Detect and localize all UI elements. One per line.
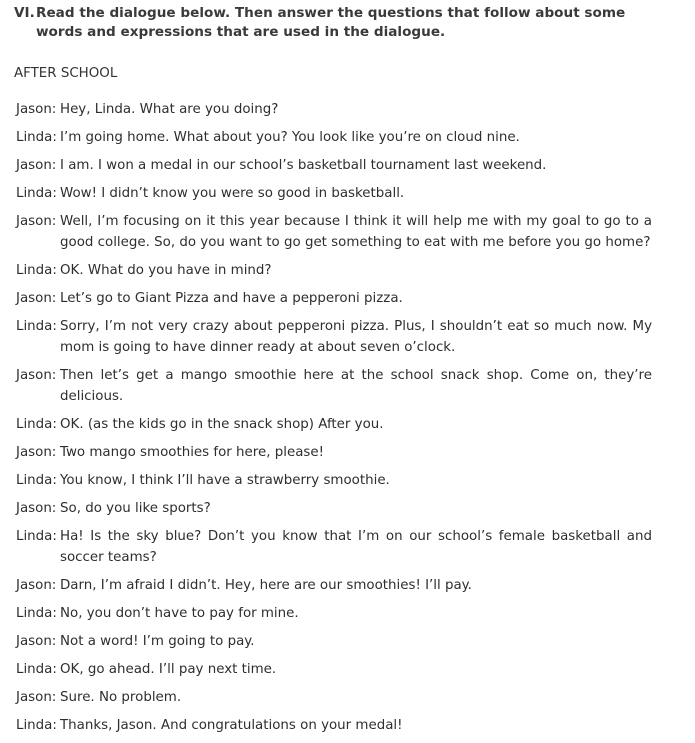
speech-text: Sure. No problem. [60,690,182,705]
dialogue-line [16,659,652,680]
dialogue-line [16,127,652,148]
dialogue-list [16,99,652,743]
speech-text: Hey, Linda. What are you doing? [60,102,279,117]
dialogue-title: AFTER SCHOOL [14,66,118,81]
speech-text: OK. What do you have in mind? [60,263,272,278]
speaker-name: Jason: [16,578,57,593]
dialogue-line [16,631,652,652]
dialogue-line [16,99,652,120]
speaker-name: Jason: [16,214,57,229]
speech-text: I am. I won a medal in our school’s basketball tournament last weekend. [60,158,547,173]
speech-text: Ha! Is the sky blue? Don’t you know that I’m on our school’s female basketball and soccer teams? [60,529,652,565]
speaker-name: Jason: [16,445,57,460]
speaker-name: Jason: [16,102,57,117]
speaker-name: Linda: [16,130,57,145]
dialogue-line [16,526,652,568]
speaker-name: Jason: [16,368,57,383]
dialogue-line [16,414,652,435]
speech-text: OK, go ahead. I’ll pay next time. [60,662,277,677]
dialogue-line [16,687,652,708]
speaker-name: Jason: [16,690,57,705]
speaker-name: Linda: [16,473,57,488]
dialogue-line [16,442,652,463]
speaker-name: Linda: [16,718,57,733]
speech-text: Let’s go to Giant Pizza and have a pepperoni pizza. [60,291,403,306]
speech-text: So, do you like sports? [60,501,211,516]
speaker-name: Jason: [16,634,57,649]
dialogue-line [16,316,652,358]
dialogue-line [16,470,652,491]
speaker-name: Linda: [16,662,57,677]
dialogue-line [16,365,652,407]
speech-text: I’m going home. What about you? You look like you’re on cloud nine. [60,130,520,145]
dialogue-line [16,498,652,519]
dialogue-line [16,183,652,204]
dialogue-line [16,603,652,624]
speech-text: No, you don’t have to pay for mine. [60,606,299,621]
speaker-name: Linda: [16,529,57,544]
section-instruction: Read the dialogue below. Then answer the questions that follow about some words and expressions that are used in the dialogue. [36,5,626,40]
speaker-name: Linda: [16,606,57,621]
speaker-name: Linda: [16,319,57,334]
speaker-name: Jason: [16,501,57,516]
speech-text: Wow! I didn’t know you were so good in basketball. [60,186,405,201]
speech-text: Well, I’m focusing on it this year because I think it will help me with my goal to go to a good college. So, do you want to go get something to eat with me before you go home? [60,214,652,250]
dialogue-line [16,575,652,596]
dialogue-line [16,715,652,736]
speaker-name: Linda: [16,186,57,201]
speech-text: Thanks, Jason. And congratulations on your medal! [60,718,403,733]
speech-text: Darn, I’m afraid I didn’t. Hey, here are our smoothies! I’ll pay. [60,578,472,593]
speech-text: Sorry, I’m not very crazy about pepperoni pizza. Plus, I shouldn’t eat so much now. My mom is going to have dinner ready at about seven o’clock. [60,319,652,355]
section-number: VI. [14,5,35,21]
dialogue-line [16,260,652,281]
speech-text: Two mango smoothies for here, please! [60,445,324,460]
speech-text: Not a word! I’m going to pay. [60,634,255,649]
speaker-name: Jason: [16,291,57,306]
dialogue-line [16,155,652,176]
speech-text: You know, I think I’ll have a strawberry smoothie. [60,473,390,488]
dialogue-line [16,288,652,309]
speaker-name: Jason: [16,158,57,173]
speech-text: OK. (as the kids go in the snack shop) After you. [60,417,384,432]
section-heading [14,4,674,42]
speaker-name: Linda: [16,263,57,278]
speaker-name: Linda: [16,417,57,432]
speech-text: Then let’s get a mango smoothie here at the school snack shop. Come on, they’re delicious. [60,368,652,404]
dialogue-line [16,211,652,253]
